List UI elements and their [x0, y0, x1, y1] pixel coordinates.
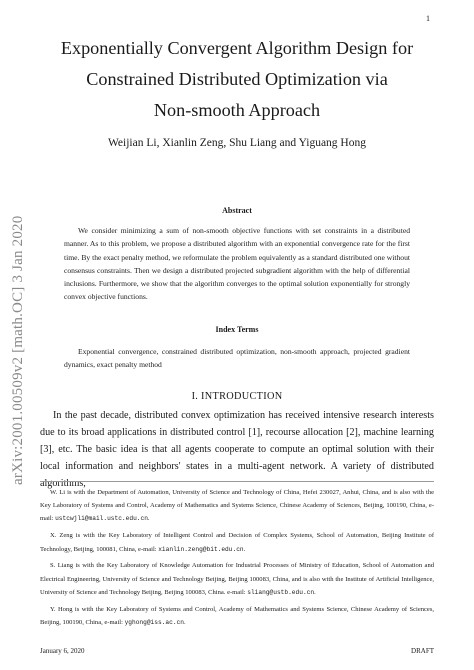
author-list: Weijian Li, Xianlin Zeng, Shu Liang and Yiguang Hong [108, 137, 366, 149]
title-line-3: Non-smooth Approach [153, 100, 321, 120]
index-terms-text: Exponential convergence, constrained distributed optimization, non-smooth approach, projected gradient dynamics, exact penalty method [64, 347, 410, 370]
footer-date: January 6, 2020 [40, 647, 85, 655]
abstract-heading: Abstract [222, 206, 252, 215]
footnote-divider [40, 481, 434, 482]
footnote-email: sliang@ustb.edu.cn [247, 588, 315, 596]
affiliation-footnotes [40, 486, 434, 633]
footnote-author-zeng [40, 529, 434, 555]
page-number: 1 [426, 14, 430, 23]
abstract-text: We consider minimizing a sum of non-smooth objective functions with set constraints in a distributed manner. As to this problem, we propose a distributed algorithm with an exponential convergence rate for the first time. By the exact penalty method, we reformulate the problem equivalently as a standard distributed one without consensus constraints. Then we design a distributed projected subgradient algorithm with the help of differential inclusions. Furthermore, we show that the algorithm converges to the optimal solution exponentially for strongly convex objective functions. [64, 226, 410, 302]
footer-draft-label: DRAFT [411, 647, 434, 655]
footnote-text: X. Zeng is with the Key Laboratory of Intelligent Control and Decision of Complex Systems, School of Automation, Beijing Institute of Technology, Beijing, 100081, China, e-mail: [40, 532, 434, 553]
footnote-author-liang [40, 559, 434, 599]
footnote-end: . [314, 588, 316, 596]
footnote-author-li [40, 486, 434, 526]
arxiv-identifier-watermark: arXiv:2001.00509v2 [math.OC] 3 Jan 2020 [10, 215, 26, 485]
footnote-text: Y. Hong is with the Key Laboratory of Systems and Control, Academy of Mathematics and Systems Science, Chinese Academy of Sciences, Beijing, 100190, China, e-mail: [40, 605, 434, 626]
title-line-1: Exponentially Convergent Algorithm Design for [60, 38, 414, 58]
title-line-2: Constrained Distributed Optimization via [86, 69, 388, 89]
paper-title [40, 33, 434, 126]
footnote-email: yghong@iss.ac.cn [124, 618, 184, 626]
footnote-text: W. Li is with the Department of Automation, University of Science and Technology of China, Hefei 230027, Anhui, China, and is also with the Key Laboratory of Systems and Control, Academy of Mathematics and Systems Science, Chinese Academy of Sciences, Beijing, 100190, China, e-mail: [40, 489, 434, 523]
index-terms-heading: Index Terms [215, 325, 259, 334]
introduction-text: In the past decade, distributed convex optimization has received intensive research interests due to its broad applications in distributed control [1], recourse allocation [2], machine learning [3], etc. The basic idea is that all agents cooperate to compute an optimal solution with their local information and neighbors' states in a multi-agent network. A variety of distributed algorithms, [40, 410, 434, 489]
footnote-email: xianlin.zeng@bit.edu.cn [158, 545, 244, 553]
footnote-end: . [147, 515, 150, 523]
footnote-end: . [183, 618, 186, 626]
footnote-author-hong [40, 603, 434, 629]
footnote-text: S. Liang is with the Key Laboratory of Knowledge Automation for Industrial Processes of Ministry of Education, School of Automation and Electrical Engineering, University of Science and Technology Beijing, Beijing 100083, China, and is also with the Institute of Artificial Intelligence, University of Science and Technology Beijing, Beijing 100083, China. e-mail: [40, 562, 434, 596]
footnote-end: . [243, 545, 246, 553]
footnote-email: ustcwjli@mail.ustc.edu.cn [55, 515, 148, 523]
introduction-heading: I. INTRODUCTION [191, 391, 283, 402]
